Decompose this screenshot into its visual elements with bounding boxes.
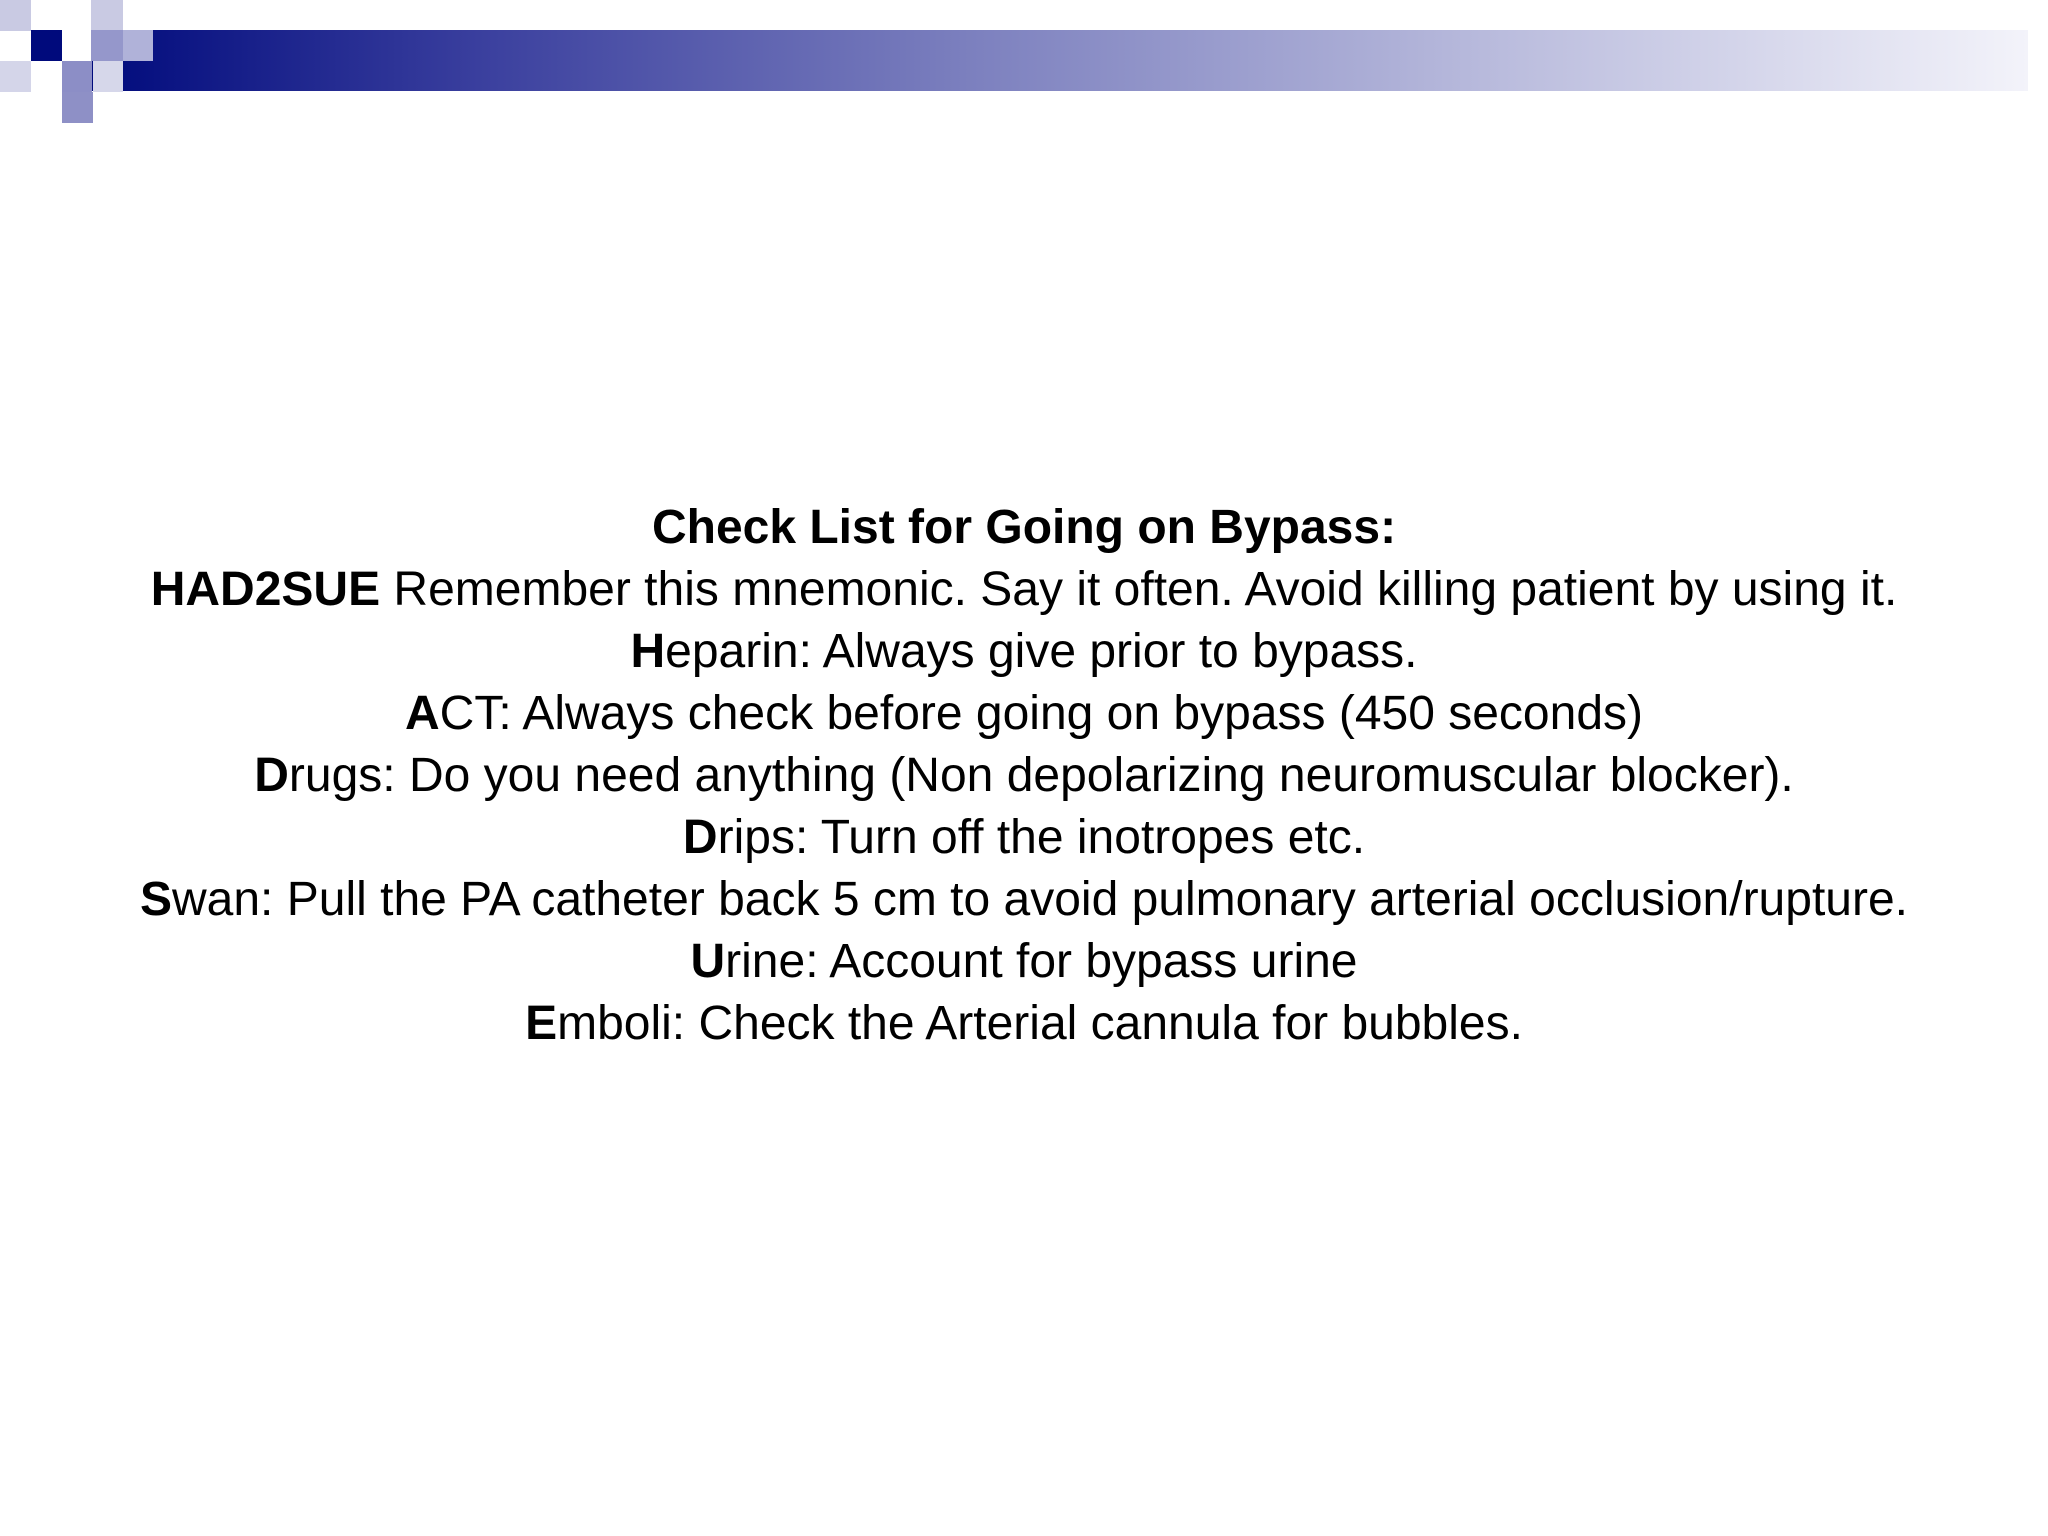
checklist-item-text: rine: Account for bypass urine: [725, 935, 1358, 988]
checklist-item-text: eparin: Always give prior to bypass.: [665, 625, 1418, 678]
mnemonic-intro: [40, 559, 2008, 621]
decor-square: [0, 61, 31, 92]
checklist-item-letter: D: [254, 749, 289, 802]
checklist-item-letter: H: [630, 625, 666, 678]
decor-square: [91, 0, 123, 31]
decor-square: [93, 61, 123, 92]
checklist-item-urine: [40, 931, 2008, 993]
decor-square: [31, 30, 62, 61]
checklist-item-text: rips: Turn off the inotropes etc.: [717, 811, 1366, 864]
checklist-item-drips: [40, 807, 2008, 869]
checklist-item-heparin: [40, 621, 2008, 683]
mnemonic-intro-text: Remember this mnemonic. Say it often. Avoid killing patient by using it.: [380, 563, 1898, 616]
checklist-item-letter: E: [525, 997, 558, 1050]
checklist-item-letter: S: [139, 873, 172, 926]
slide-body: [40, 497, 2008, 1055]
checklist-item-text: CT: Always check before going on bypass (450 seconds): [439, 687, 1643, 740]
decor-square: [123, 30, 153, 61]
checklist-item-emboli: [40, 993, 2008, 1055]
decor-square: [91, 30, 123, 61]
checklist-item-swan: [40, 869, 2008, 931]
checklist-item-letter: U: [690, 935, 726, 988]
checklist-item-letter: A: [405, 687, 440, 740]
checklist-item-text: mboli: Check the Arterial cannula for bubbles.: [557, 997, 1523, 1050]
checklist-item-drugs: [40, 745, 2008, 807]
slide-title: Check List for Going on Bypass:: [651, 501, 1397, 554]
checklist-item-letter: D: [682, 811, 718, 864]
checklist-item-text: wan: Pull the PA catheter back 5 cm to avoid pulmonary arterial occlusion/rupture.: [172, 873, 1908, 926]
decor-square: [0, 0, 31, 31]
decor-square: [62, 61, 92, 92]
checklist-item-text: rugs: Do you need anything (Non depolarizing neuromuscular blocker).: [288, 749, 1794, 802]
header-gradient-bar: [91, 30, 2028, 91]
mnemonic-key: HAD2SUE: [150, 563, 381, 616]
decor-square: [62, 92, 93, 123]
checklist-item-act: [40, 683, 2008, 745]
